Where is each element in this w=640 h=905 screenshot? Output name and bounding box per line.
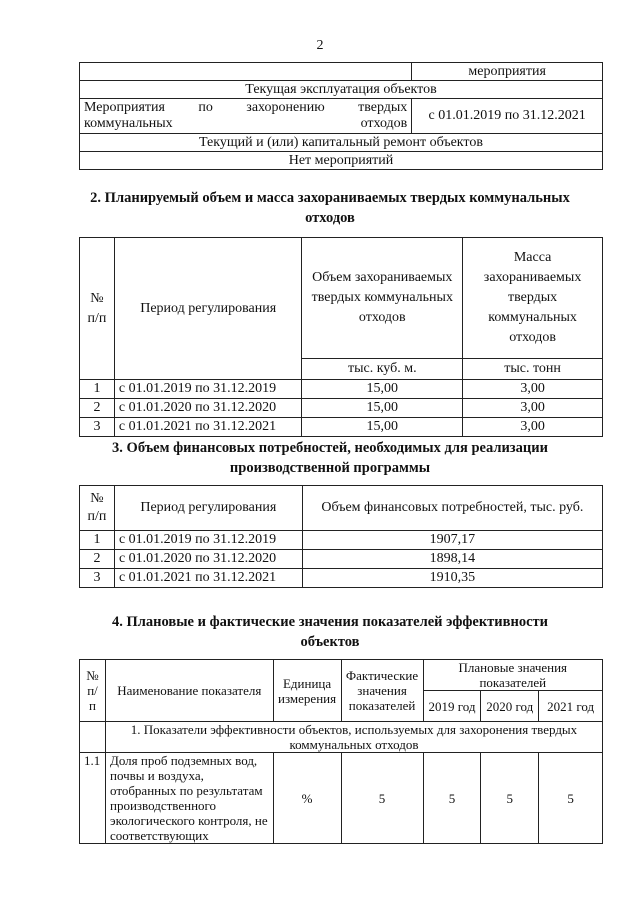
header-num: № п/п <box>80 486 115 531</box>
table-cell: мероприятия <box>412 63 603 81</box>
header-unit: Единица измерения <box>273 660 341 722</box>
header-planned: Плановые значения показателей <box>423 660 602 691</box>
table-row: 1.1 Доля проб подземных вод, почвы и воздуха, отобранных по результатам производственного экологического контроля, не соответствующих % 5 5 5 5 <box>80 753 603 844</box>
table-header-row <box>80 486 603 531</box>
header-year-2019: 2019 год <box>423 691 481 722</box>
header-actual: Фактические значения показателей <box>341 660 423 722</box>
header-year-2020: 2020 год <box>481 691 539 722</box>
table-header-row <box>80 238 603 359</box>
header-volume-unit: тыс. куб. м. <box>302 359 463 380</box>
table-row: 2 с 01.01.2020 по 31.12.2020 1898,14 <box>80 550 603 569</box>
financial-needs-table <box>79 485 603 588</box>
page-number: 2 <box>316 38 324 53</box>
header-mass-unit: тыс. тонн <box>463 359 603 380</box>
table-header-row <box>80 660 603 691</box>
table-row: 1 с 01.01.2019 по 31.12.2019 1907,17 <box>80 531 603 550</box>
efficiency-indicators-table <box>79 659 603 844</box>
header-num: № п/п <box>80 660 106 722</box>
table-section-header: Текущий и (или) капитальный ремонт объектов <box>80 134 603 152</box>
header-mass: Масса захораниваемых твердых коммунальных отходов <box>463 238 603 359</box>
header-period: Период регулирования <box>114 486 302 531</box>
events-table <box>79 62 603 170</box>
indicator-name: Доля проб подземных вод, почвы и воздуха, отобранных по результатам производственного экологического контроля, не соответствующих <box>105 753 273 844</box>
table-row <box>80 99 603 134</box>
header-amount: Объем финансовых потребностей, тыс. руб. <box>302 486 602 531</box>
table-cell <box>80 99 412 134</box>
table-row <box>80 152 603 170</box>
section-4-title: 4. Плановые и фактические значения показателей эффективности объектов <box>111 614 548 650</box>
section-3-title: 3. Объем финансовых потребностей, необходимых для реализации производственной программы <box>112 440 548 476</box>
event-description: Мероприятия по захоронению твердых коммунальных отходов <box>84 100 408 131</box>
section-2-title: 2. Планируемый объем и масса захораниваемых твердых коммунальных отходов <box>90 190 570 226</box>
table-row <box>80 63 603 81</box>
table-section-header: Текущая эксплуатация объектов <box>80 81 603 99</box>
table-cell: Нет мероприятий <box>80 152 603 170</box>
waste-volume-table <box>79 237 603 437</box>
table-row <box>80 81 603 99</box>
header-volume: Объем захораниваемых твердых коммунальных отходов <box>302 238 463 359</box>
table-row: 1 с 01.01.2019 по 31.12.2019 15,00 3,00 <box>80 380 603 399</box>
table-group-row <box>80 722 603 753</box>
group-title: 1. Показатели эффективности объектов, используемых для захоронения твердых коммунальных отходов <box>105 722 602 753</box>
table-row: 2 с 01.01.2020 по 31.12.2020 15,00 3,00 <box>80 399 603 418</box>
header-period: Период регулирования <box>114 238 302 380</box>
header-name: Наименование показателя <box>105 660 273 722</box>
table-row: 3 с 01.01.2021 по 31.12.2021 15,00 3,00 <box>80 418 603 437</box>
table-row: 3 с 01.01.2021 по 31.12.2021 1910,35 <box>80 569 603 588</box>
table-cell: с 01.01.2019 по 31.12.2021 <box>412 99 603 134</box>
header-year-2021: 2021 год <box>539 691 603 722</box>
header-num: № п/п <box>80 238 115 380</box>
table-row <box>80 134 603 152</box>
